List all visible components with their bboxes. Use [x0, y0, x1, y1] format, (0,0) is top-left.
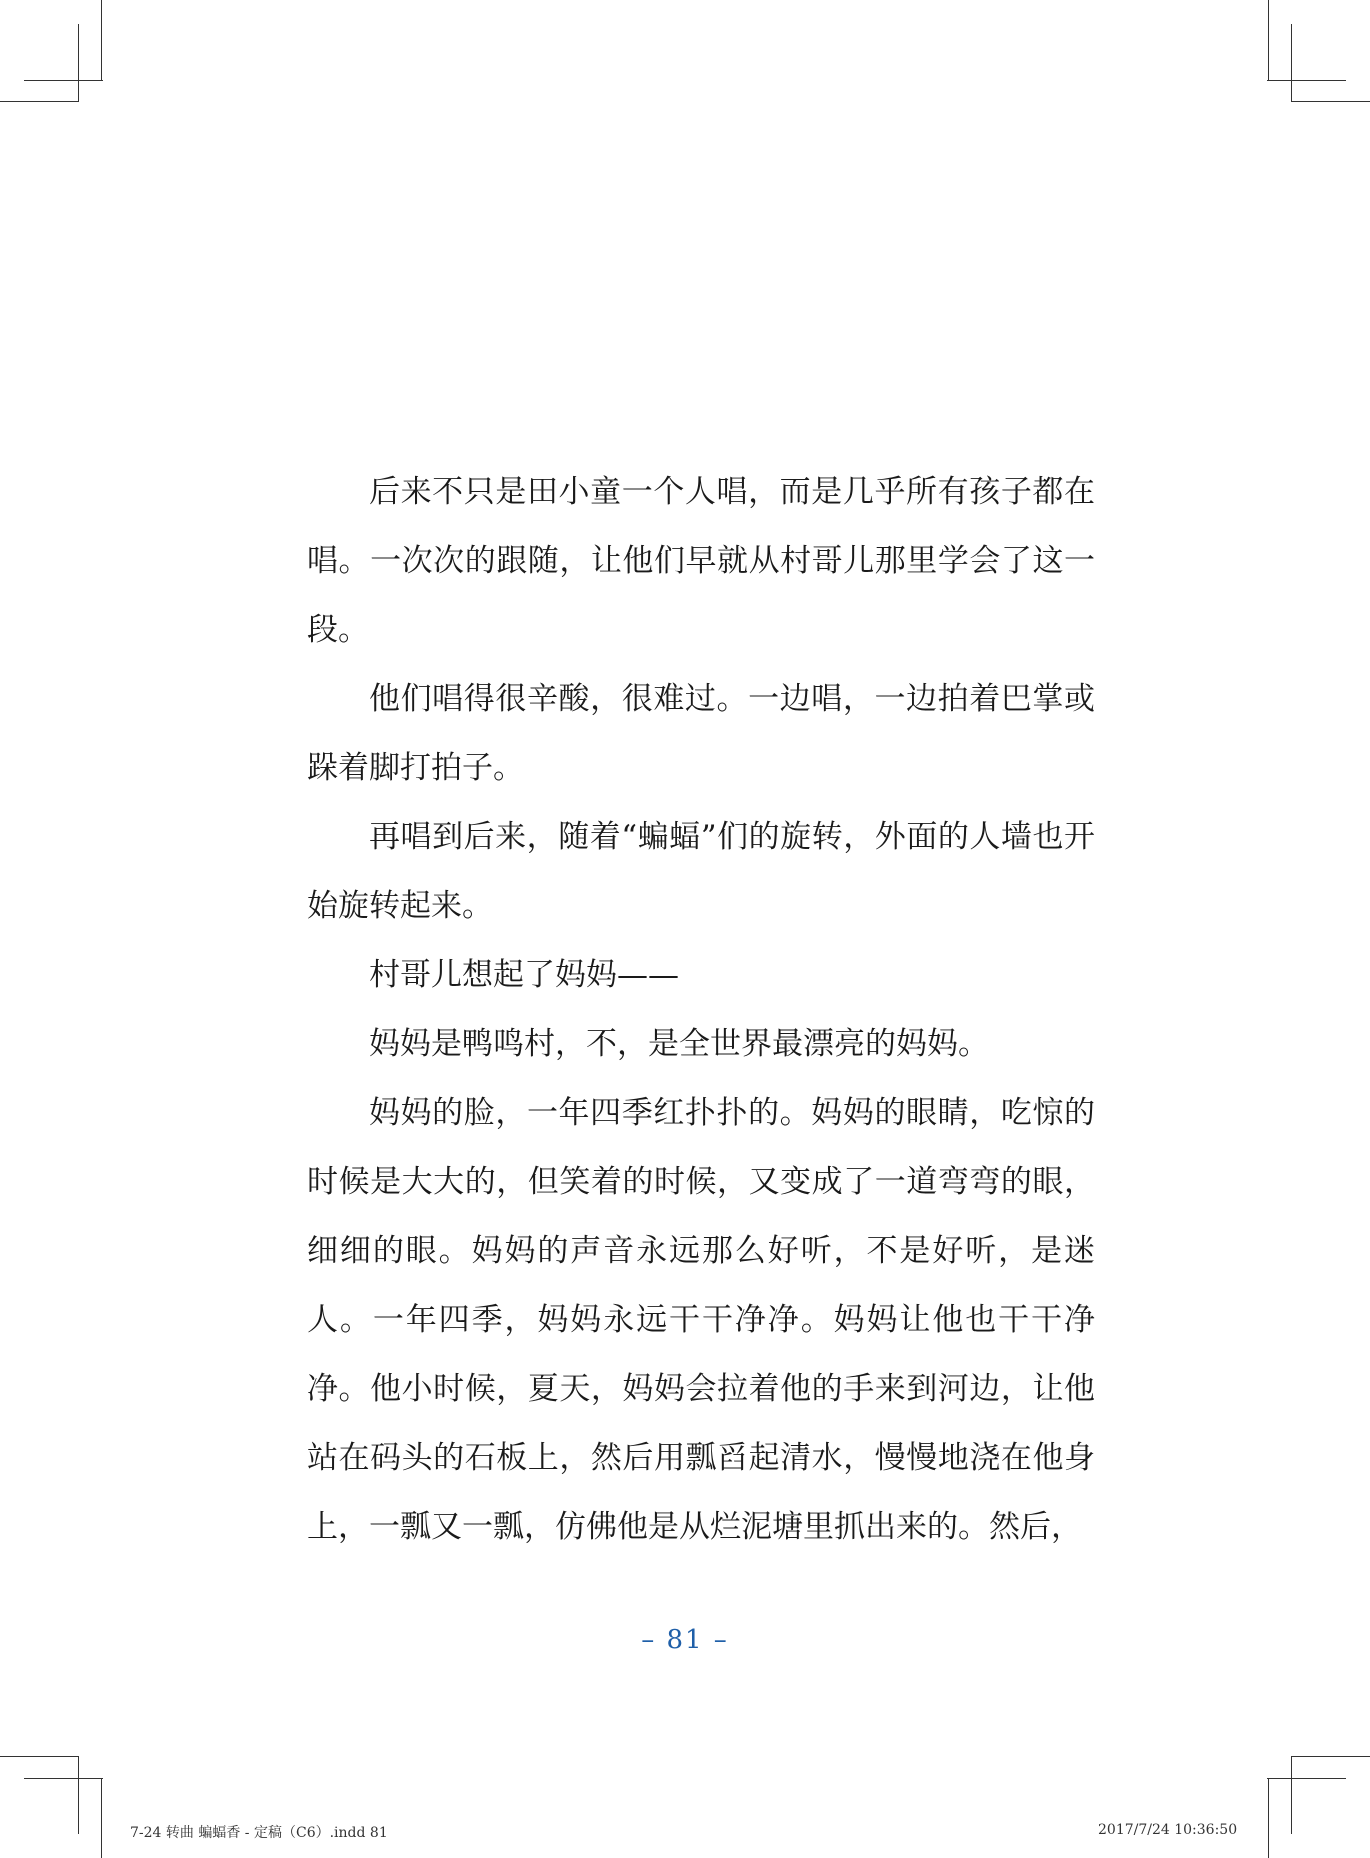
- footer-timestamp: 2017/7/24 10:36:50: [1098, 1822, 1238, 1838]
- crop-mark-top-right-h-inner: [1267, 80, 1346, 81]
- paragraph-5: 妈妈是鸭鸣村，不，是全世界最漂亮的妈妈。: [369, 1026, 989, 1062]
- paragraph-3: 再唱到后来，随着“蝙蝠”们的旋转，外面的人墙也开始旋转起来。: [307, 819, 1095, 924]
- crop-mark-bottom-right-v-outer: [1268, 1778, 1269, 1858]
- crop-mark-top-left-v: [78, 24, 79, 102]
- crop-mark-bottom-right-h: [1291, 1756, 1370, 1757]
- crop-mark-top-left-v-outer: [101, 0, 102, 80]
- crop-mark-top-right-v: [1291, 24, 1292, 102]
- paragraph-4: 村哥儿想起了妈妈——: [369, 957, 679, 993]
- paragraph-1: 后来不只是田小童一个人唱，而是几乎所有孩子都在唱。一次次的跟随，让他们早就从村哥儿那里学会了这一段。: [307, 474, 1095, 648]
- crop-mark-top-right-v-outer: [1268, 0, 1269, 80]
- crop-mark-top-left-h-inner: [24, 80, 103, 81]
- crop-mark-top-left-h: [0, 101, 79, 102]
- crop-mark-bottom-left-v: [78, 1756, 79, 1834]
- crop-mark-bottom-right-h-inner: [1267, 1778, 1346, 1779]
- body-text: [307, 458, 1095, 1562]
- crop-mark-bottom-left-h-inner: [24, 1778, 103, 1779]
- crop-mark-top-right-h: [1291, 101, 1370, 102]
- crop-mark-bottom-left-v-outer: [101, 1778, 102, 1858]
- footer-file-info: 7-24 转曲 蝙蝠香 - 定稿（C6）.indd 81: [130, 1825, 388, 1841]
- page-number: – 81 –: [641, 1625, 729, 1655]
- crop-mark-bottom-left-h: [0, 1756, 79, 1757]
- paragraph-2: 他们唱得很辛酸，很难过。一边唱，一边拍着巴掌或跺着脚打拍子。: [307, 681, 1095, 786]
- paragraph-6: 妈妈的脸，一年四季红扑扑的。妈妈的眼睛，吃惊的时候是大大的，但笑着的时候，又变成了一道弯弯的眼，细细的眼。妈妈的声音永远那么好听，不是好听，是迷人。一年四季，妈妈永远干干净净。妈妈让他也干干净净。他小时候，夏天，妈妈会拉着他的手来到河边，让他站在码头的石板上，然后用瓢舀起清水，慢慢地浇在他身上，一瓢又一瓢，仿佛他是从烂泥塘里抓出来的。然后，: [307, 1095, 1095, 1545]
- crop-mark-bottom-right-v: [1291, 1756, 1292, 1834]
